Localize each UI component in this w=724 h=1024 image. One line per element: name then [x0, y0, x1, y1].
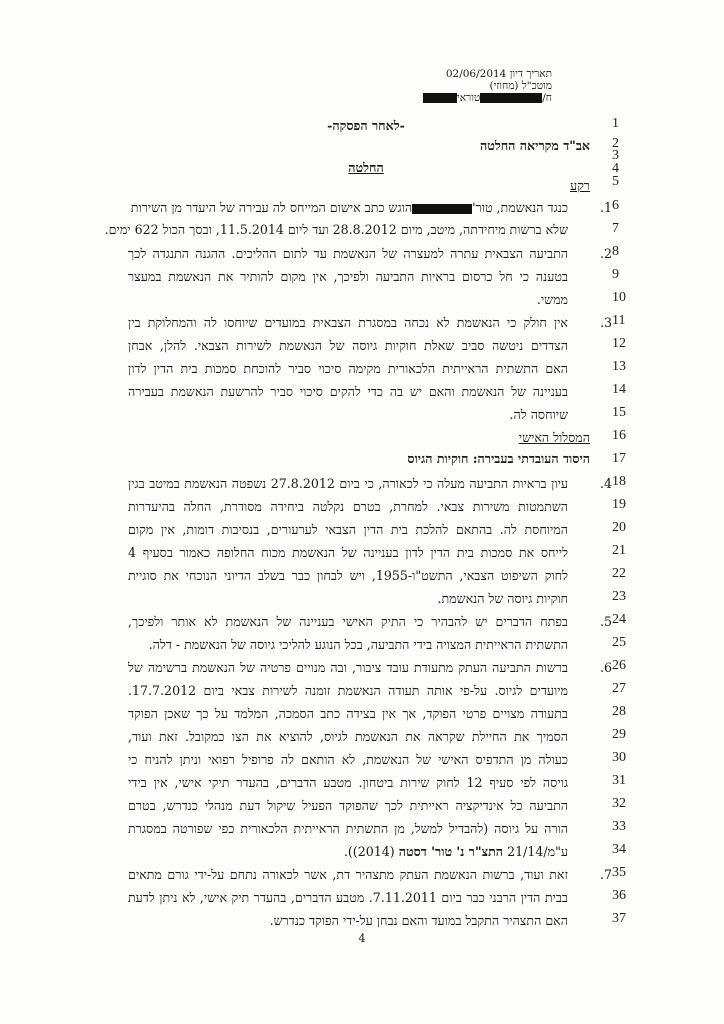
paragraph-line: התביעה כל אינדיקציה ראייתית לכך שהפוקד הפעיל שיקול דעת מנהלי כנדרש, בטרם [128, 798, 568, 813]
line-number: 34 [612, 842, 626, 857]
paragraph-line: לייחס את סמכות בית הדין לדון בעניינה של הנאשמת מכוח החלופה כאמור בסעיף 4 [128, 545, 568, 560]
paragraph-line: המיוחסת לה. בהתאם להלכת בית הדין הצבאי לערעורים, בנסיבות דומות, אין מקום [128, 522, 568, 537]
text-segment: ע"מ/21/14 [507, 844, 568, 859]
paragraph-line: האם התשתית הראייתית הלכאורית מקימה סיכוי סביר להוכחת סמכות בית הדין לדון [128, 361, 568, 376]
paragraph-line: הצדדים ניטשה סביב שאלת חוקיות גיוסה של הנאשמת לשירות הצבאי. להלן, אבחן [128, 338, 568, 353]
line-number: 36 [612, 888, 626, 903]
hearing-date: תאריך דיון 02/06/2014 [445, 68, 552, 80]
paragraph-line: אין חולק כי הנאשמת לא נכחה במסגרת הצבאית במועדים שיוחסו לה והמחלוקת בין [128, 315, 568, 330]
line-number: 1 [612, 116, 619, 131]
line-number: 4 [612, 161, 619, 176]
paragraph-line [128, 844, 568, 860]
line-number: 25 [612, 635, 626, 650]
line-number: 27 [612, 681, 626, 696]
line-number: 35 [612, 865, 626, 880]
line-number: 5 [612, 174, 619, 189]
paragraph-number: .1 [599, 200, 612, 215]
case-prefix: ח/ [542, 92, 552, 104]
line-number: 11 [612, 313, 626, 328]
paragraph-line: גויסה לפי סעיף 12 לחוק שירות ביטחון. מטבע הדברים, בהעדר תיקי אישי, אין בידי [128, 775, 568, 790]
paragraph-line: התשתית הראייתית המצויה בידי התביעה, בכל הנוגע להליכי גיוסה של הנאשמת - דלה. [148, 637, 568, 652]
line-number: 16 [612, 428, 626, 443]
line-number: 7 [612, 221, 619, 236]
line-number: 29 [612, 727, 626, 742]
text-segment: (2014)). [343, 844, 395, 859]
paragraph-line: שלא ברשות מיחידתה, מיטב, מיום 28.8.2012 ועד ליום 11.5.2014, ובסך הכול 622 ימים. [104, 222, 568, 237]
line-number: 24 [612, 612, 626, 627]
line-number: 30 [612, 750, 626, 765]
paragraph-line: בבית הדין הרבני כבר ביום 7.11.2011. מטבע הדברים, בהעדר תיק אישי, לא ניתן לדעת [128, 890, 568, 905]
paragraph-line: בטענה כי חל כרסום בראיות התביעה ולפיכך, אין מקום להותיר את הנאשמת במעצר [128, 269, 568, 284]
line-number: 37 [612, 911, 626, 926]
judge-reads-title: אב"ד מקריאה החלטה [479, 138, 590, 153]
paragraph-number: .2 [599, 246, 612, 261]
text-segment: הוגש כתב אישום המייחס לה עבירה של היעדר מן השירות [130, 200, 413, 215]
paragraph-line: שיוחסה לה. [509, 407, 568, 422]
line-number: 9 [612, 267, 619, 282]
paragraph-line: התביעה הצבאית עתרה למעצרה של הנאשמת עד לתום ההליכים. ההגנה התנגדה לכך [128, 246, 568, 261]
paragraph-number: .3 [599, 315, 612, 330]
line-number: 3 [612, 148, 619, 163]
line-number: 22 [612, 566, 626, 581]
paragraph-line: בפתח הדברים יש להבהיר כי התיק האישי בעניינה של הנאשמת לא אותר ולפיכך, [128, 614, 568, 629]
line-number: 18 [612, 474, 626, 489]
factual-basis-heading: היסוד העובדתי בעבירה: חוקיות הגיוס [407, 451, 590, 466]
paragraph-line: לחוק השיפוט הצבאי, התשט"ו-1955, ויש לבחון כבר בשלב הדיוני הנוכחי את סוגיית [128, 568, 569, 583]
paragraph-line: חוקיות גיוסה של הנאשמת. [437, 591, 568, 606]
case-citation: התצ"ר נ' טור' דסטה [398, 844, 504, 859]
paragraph-line: בתעודה מצויים פרטי הפוקד, אך אין בצידה כתב הסמכה, המלמד על כך שאכן הפוקד [128, 706, 568, 721]
paragraph-number: .7 [599, 867, 612, 882]
line-number: 14 [612, 382, 626, 397]
line-number: 17 [612, 451, 626, 466]
line-number: 2 [612, 136, 619, 151]
rank-label: טוראי [456, 92, 481, 104]
line-number: 26 [612, 658, 626, 673]
defendant-line [402, 92, 552, 104]
line-number: 21 [612, 543, 626, 558]
redaction-block [412, 204, 472, 214]
paragraph-line: ממשי. [536, 292, 568, 307]
page-number: 4 [358, 932, 366, 945]
line-number: 20 [612, 520, 626, 535]
line-number: 19 [612, 497, 626, 512]
paragraph-line: בעניינה של הנאשמת והאם יש בה כדי להקים סיכוי סביר להרשעת הנאשמת בעבירה [128, 384, 568, 399]
paragraph-line: ברשות התביעה העתק מתעודת עובד ציבור, ובה מנויים פרטיה של הנאשמת ברשימה של [128, 660, 568, 675]
line-number: 33 [612, 819, 626, 834]
line-number: 31 [612, 773, 626, 788]
line-number: 15 [612, 405, 626, 420]
redaction-block [423, 93, 457, 103]
line-number: 28 [612, 704, 626, 719]
decision-title: החלטה [348, 160, 384, 175]
background-heading: רקע [569, 178, 590, 193]
header-block [402, 68, 552, 104]
line-number: 10 [612, 290, 626, 305]
line-number: 6 [612, 198, 619, 213]
paragraph-line: זאת ועוד, ברשות הנאשמת העתק מתצהיר דת, אשר לכאורה נתחם על-ידי גורם מתאים [128, 867, 568, 882]
paragraph-line: כעולה מן התדפיס האישי של הנאשמת, לא הותאם לה פרופיל רפואי וניתן להניח כי [128, 752, 568, 767]
personal-track-heading: המסלול האישי [518, 430, 590, 445]
paragraph-line: הורה על גיוסה (להבדיל למשל, מן התשתית הראייתית הלכאורית כפי שפורטה במסגרת [128, 821, 568, 836]
paragraph-line [128, 200, 568, 216]
paragraph-number: .6 [599, 660, 612, 675]
paragraph-line: האם התצהיר התקבל במועד והאם נבחן על-ידי הפוקד כנדרש. [269, 913, 568, 928]
after-break-title: -לאחר הפסקה- [327, 118, 405, 133]
line-number: 13 [612, 359, 626, 374]
line-number: 32 [612, 796, 626, 811]
redaction-block [480, 93, 542, 103]
paragraph-line: השתמטות משירות צבאי. למחרת, בטרם נקלטה ביחידה מסודרת, החלה בהיעדרות [128, 499, 568, 514]
paragraph-line: מיועדים לגיוס. על-פי אותה תעודה הנאשמת זומנה לשירות צבאי ביום 17.7.2012. [128, 683, 568, 698]
paragraph-line: עיון בראיות התביעה מעלה כי לכאורה, כי ביום 27.8.2012 נשפטה הנאשמת במיטב בגין [128, 476, 568, 491]
court-role: מוטכ"ל (מחוזי) [489, 80, 552, 92]
line-number: 23 [612, 589, 626, 604]
line-number: 8 [612, 244, 619, 259]
paragraph-line: הסמיך את החיילת שקראה את הנאשמת לגיוס, להוציא את הצו כמקובל. זאת ועוד, [128, 729, 568, 744]
line-number: 12 [612, 336, 626, 351]
paragraph-number: .4 [599, 476, 612, 491]
paragraph-number: .5 [599, 614, 612, 629]
text-segment: כנגד הנאשמת, טור' [472, 200, 568, 215]
